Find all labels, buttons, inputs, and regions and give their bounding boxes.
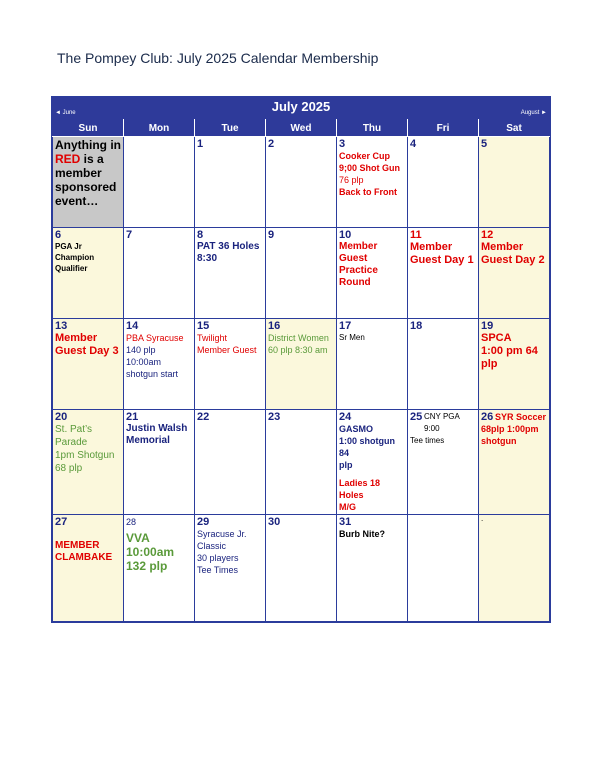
day-cell[interactable]: [337, 319, 408, 410]
day-number: 21: [126, 411, 139, 423]
event-text: 76 plp: [339, 175, 364, 185]
day-cell[interactable]: [124, 137, 195, 228]
day-number: 4: [410, 138, 417, 150]
event-text: 10:00am: [126, 545, 175, 559]
day-cell[interactable]: [479, 410, 550, 515]
day-cell[interactable]: [195, 319, 266, 410]
event-text: District Women: [268, 333, 329, 343]
day-cell[interactable]: [124, 410, 195, 515]
note-line: is a: [80, 152, 104, 166]
day-cell[interactable]: [195, 137, 266, 228]
event-text: Champion: [55, 253, 95, 262]
day-cell[interactable]: [337, 515, 408, 622]
note-red-word: RED: [55, 152, 81, 166]
day-number: 9: [268, 229, 275, 241]
event-text: Member: [410, 241, 453, 253]
event-text: Syracuse Jr.: [197, 529, 247, 539]
calendar: [51, 96, 551, 623]
event-text: Cooker Cup: [339, 151, 391, 161]
day-number: 28: [126, 517, 137, 527]
day-number: 20: [55, 411, 68, 423]
next-month-link[interactable]: August ►: [520, 110, 547, 116]
day-cell[interactable]: [479, 319, 550, 410]
day-number: 27: [55, 516, 68, 528]
event-text: Burb Nite?: [339, 529, 385, 539]
event-text: St. Pat’s: [55, 424, 93, 435]
event-text: Twilight: [197, 333, 228, 343]
event-text: 30 players: [197, 553, 239, 563]
event-text: SPCA: [481, 332, 512, 344]
event-text: Back to Front: [339, 187, 398, 197]
day-number: 25: [410, 411, 423, 423]
event-text: plp: [339, 460, 353, 470]
day-cell[interactable]: [195, 410, 266, 515]
event-text: Parade: [55, 437, 88, 448]
event-text: shotgun: [481, 436, 517, 446]
week-row: [53, 515, 550, 622]
event-text: Member Guest: [339, 241, 378, 264]
event-text: 1pm Shotgun: [55, 450, 115, 461]
day-cell[interactable]: [408, 228, 479, 319]
day-number: 17: [339, 320, 352, 332]
day-number: 7: [126, 229, 133, 241]
event-text: Member Guest: [197, 345, 257, 355]
stray-mark: .: [481, 514, 484, 523]
day-cell[interactable]: [53, 515, 124, 622]
event-text: Memorial: [126, 435, 170, 446]
calendar-header: [52, 97, 550, 119]
weekday-sun: Sun: [53, 120, 124, 137]
day-cell[interactable]: [266, 137, 337, 228]
day-cell[interactable]: [479, 137, 550, 228]
event-text: GASMO: [339, 424, 374, 434]
day-number: 1: [197, 138, 204, 150]
note-line: member: [55, 166, 102, 180]
week-row: [53, 410, 550, 515]
day-cell[interactable]: [408, 319, 479, 410]
event-text: Ladies 18 Holes: [339, 478, 381, 500]
weekday-header-row: [53, 120, 550, 137]
day-cell[interactable]: [479, 228, 550, 319]
weekday-thu: Thu: [337, 120, 408, 137]
day-number: 14: [126, 320, 139, 332]
event-text: shotgun start: [126, 369, 179, 379]
day-number: 11: [410, 229, 422, 241]
day-number: 13: [55, 320, 68, 332]
day-cell[interactable]: [53, 410, 124, 515]
day-number: 24: [339, 411, 352, 423]
event-text: 68 plp: [55, 463, 83, 474]
event-text: 1:00 pm 64: [481, 345, 538, 357]
day-cell[interactable]: [124, 228, 195, 319]
week-row: [53, 319, 550, 410]
day-number: 16: [268, 320, 281, 332]
event-text: PGA Jr: [55, 242, 82, 251]
event-text: CLAMBAKE: [55, 552, 113, 563]
weekday-sat: Sat: [479, 120, 550, 137]
event-text: Guest Day 3: [55, 345, 119, 357]
event-text: 8:30: [197, 253, 218, 264]
event-text: 132 plp: [126, 559, 168, 573]
event-text: Practice Round: [339, 265, 378, 288]
day-cell[interactable]: [124, 515, 195, 622]
event-text: Qualifier: [55, 264, 88, 273]
event-text: M/G: [339, 502, 356, 512]
event-text: Classic: [197, 541, 227, 551]
day-number: 3: [339, 138, 346, 150]
event-text: PAT 36 Holes: [197, 241, 260, 252]
day-number: 18: [410, 320, 423, 332]
day-cell[interactable]: [337, 410, 408, 515]
day-number: 5: [481, 138, 488, 150]
day-cell[interactable]: [266, 410, 337, 515]
event-text: 60 plp 8:30 am: [268, 345, 328, 355]
month-title: July 2025: [271, 99, 331, 114]
week-row: [53, 137, 550, 228]
day-number: 30: [268, 516, 281, 528]
page-title: The Pompey Club: July 2025 Calendar Membership: [57, 50, 379, 66]
day-cell[interactable]: [479, 515, 550, 622]
day-cell[interactable]: [408, 515, 479, 622]
day-cell[interactable]: [337, 137, 408, 228]
event-text: plp: [481, 358, 498, 370]
day-number: 22: [197, 411, 210, 423]
event-text: PBA Syracuse: [126, 333, 184, 343]
event-text: CNY PGA 9:00: [424, 412, 460, 433]
day-number: 8: [197, 229, 204, 241]
event-text: 9;00 Shot Gun: [339, 163, 401, 173]
day-number: 29: [197, 516, 210, 528]
day-number: 6: [55, 229, 62, 241]
weekday-mon: Mon: [124, 120, 195, 137]
event-text: VVA: [126, 531, 150, 545]
event-text: Guest Day 2: [481, 254, 545, 266]
day-cell[interactable]: [124, 319, 195, 410]
event-text: Member: [55, 332, 98, 344]
day-number: 23: [268, 411, 281, 423]
event-text: 68plp 1:00pm: [481, 424, 539, 434]
weekday-tue: Tue: [195, 120, 266, 137]
day-number: 26: [481, 411, 494, 423]
legend-note: [53, 137, 124, 228]
day-cell[interactable]: [53, 228, 124, 319]
week-row: [53, 228, 550, 319]
day-cell[interactable]: [53, 319, 124, 410]
weekday-fri: Fri: [408, 120, 479, 137]
event-text: 140 plp 10:00am: [126, 345, 162, 367]
day-cell[interactable]: [266, 228, 337, 319]
event-text: 1:00 shotgun 84: [339, 436, 396, 458]
day-number: 15: [197, 320, 210, 332]
day-cell[interactable]: [266, 319, 337, 410]
day-cell[interactable]: [195, 228, 266, 319]
day-cell[interactable]: [408, 410, 479, 515]
event-text: SYR Soccer: [495, 412, 547, 422]
day-cell[interactable]: [337, 228, 408, 319]
event-text: Guest Day 1: [410, 254, 474, 266]
note-line: sponsored: [55, 180, 117, 194]
calendar-grid: [52, 119, 550, 622]
prev-month-link[interactable]: ◄ June: [55, 110, 76, 116]
day-number: 12: [481, 229, 494, 241]
note-line: Anything in: [55, 138, 121, 152]
day-cell[interactable]: [408, 137, 479, 228]
event-text: Sr Men: [339, 333, 365, 342]
weekday-wed: Wed: [266, 120, 337, 137]
note-line: event…: [55, 194, 99, 208]
event-text: Tee times: [410, 436, 445, 445]
day-number: 2: [268, 138, 275, 150]
event-text: Justin Walsh: [126, 423, 188, 434]
event-text: Member: [481, 241, 524, 253]
event-text: MEMBER: [55, 540, 100, 551]
day-number: 19: [481, 320, 494, 332]
day-number: 10: [339, 229, 352, 241]
event-text: Tee Times: [197, 565, 239, 575]
day-number: 31: [339, 516, 352, 528]
day-cell[interactable]: [266, 515, 337, 622]
day-cell[interactable]: [195, 515, 266, 622]
